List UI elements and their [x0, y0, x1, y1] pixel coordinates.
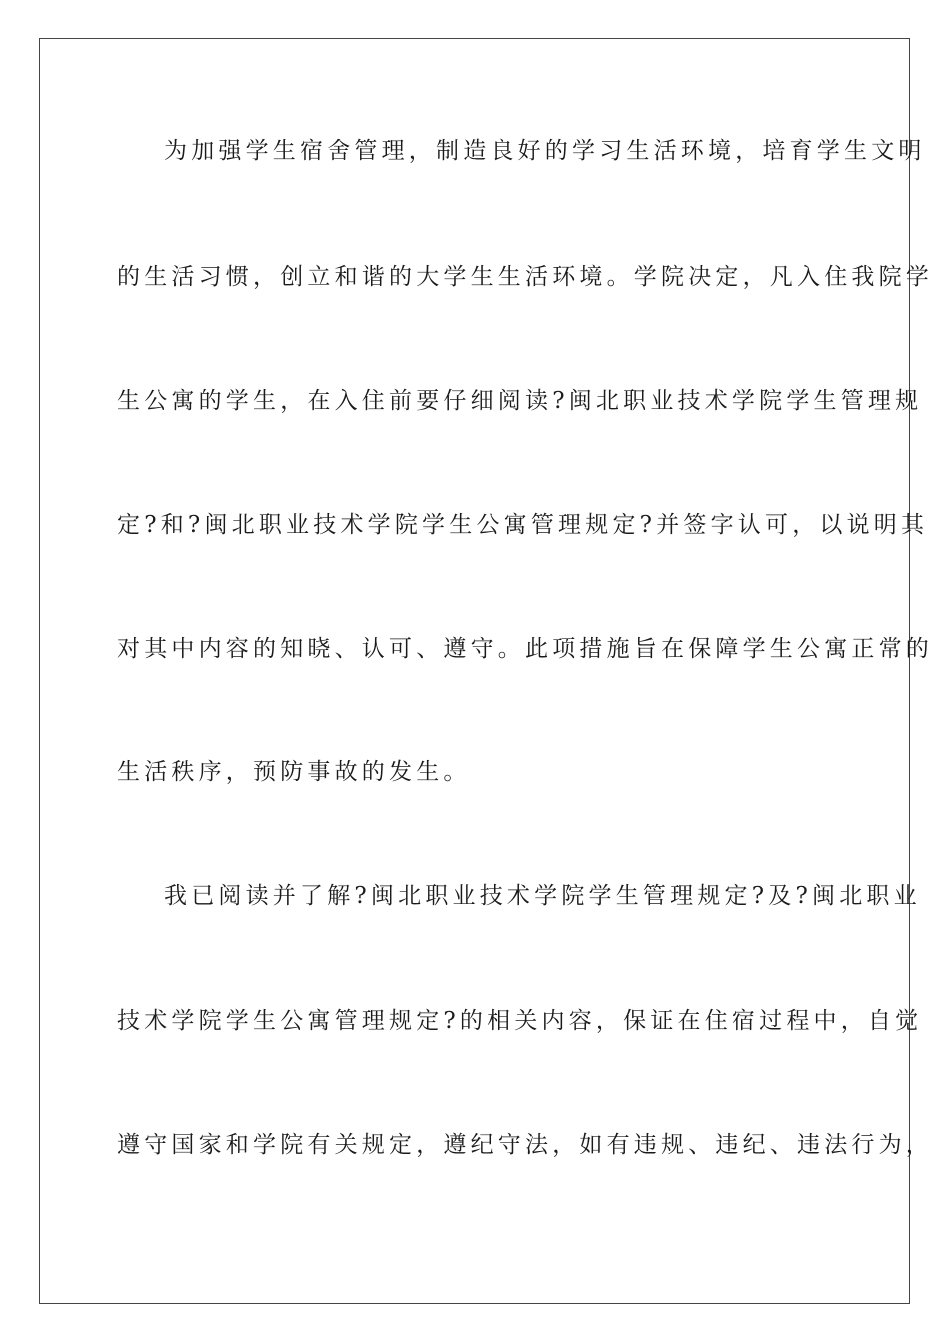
paragraph-line: 为加强学生宿舍管理，制造良好的学习生活环境，培育学生文明	[164, 138, 926, 164]
paragraph-line: 生活秩序，预防事故的发生。	[117, 759, 471, 785]
paragraph-line: 技术学院学生公寓管理规定?的相关内容，保证在住宿过程中，自觉	[117, 1008, 923, 1034]
paragraph-line: 定?和?闽北职业技术学院学生公寓管理规定?并签字认可，以说明其	[117, 512, 929, 538]
paragraph-line: 遵守国家和学院有关规定，遵纪守法，如有违规、违纪、违法行为，	[117, 1132, 933, 1158]
paragraph-line: 我已阅读并了解?闽北职业技术学院学生管理规定?及?闽北职业	[164, 883, 921, 909]
paragraph-line: 对其中内容的知晓、认可、遵守。此项措施旨在保障学生公寓正常的	[117, 636, 933, 662]
page-border	[39, 38, 933, 1304]
paragraph-line: 的生活习惯，创立和谐的大学生生活环境。学院决定，凡入住我院学	[117, 264, 933, 290]
paragraph-line: 生公寓的学生，在入住前要仔细阅读?闽北职业技术学院学生管理规	[117, 388, 923, 414]
